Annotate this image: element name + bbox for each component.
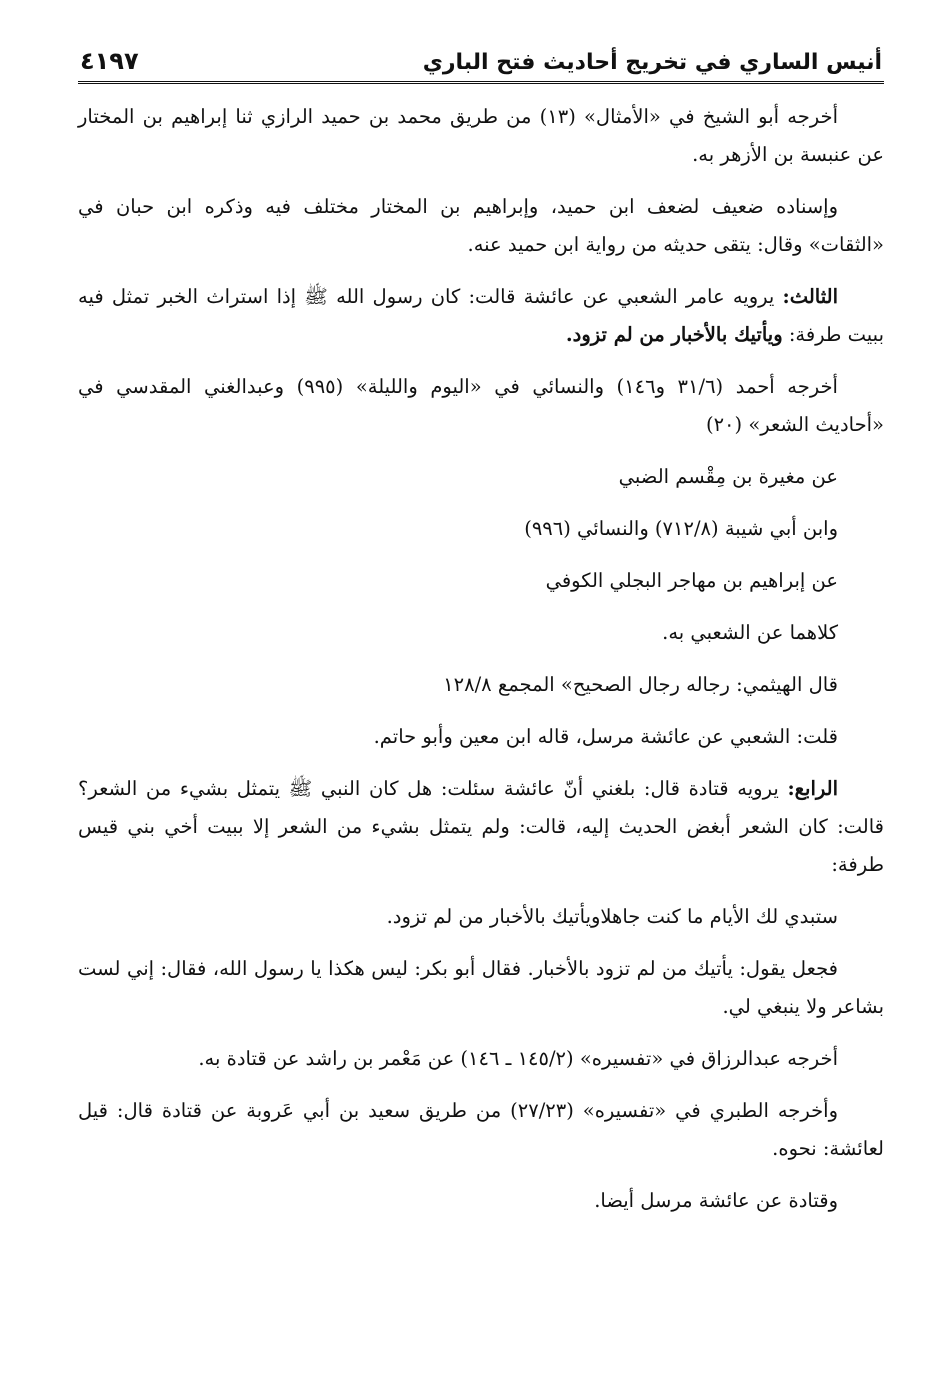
paragraph-qatada-mursal (78, 1182, 884, 1220)
page-number: ٤١٩٧ (80, 47, 139, 75)
paragraph-text: وأخرجه الطبري في «تفسيره» (٢٧/٢٣) من طريق سعيد بن أبي عَروبة عن قتادة قال: قيل لعائشة: نحوه. (78, 1099, 884, 1160)
paragraph-third-narration (78, 278, 884, 354)
running-title: أنيس الساري في تخريج أحاديث فتح الباري (422, 50, 882, 75)
paragraph-tabari (78, 1092, 884, 1168)
chain-line: عن مغيرة بن مِقْسم الضبي (618, 465, 838, 488)
paragraph-ahmad-takhrij (78, 368, 884, 444)
paragraph-text: يرويه قتادة قال: بلغني أنّ عائشة سئلت: هل كان النبي ﷺ يتمثل بشيء من الشعر؟ قالت: كان الشعر أبغض الحديث إليه، قالت: ولم يتمثل بشيء من الشعر إلا ببيت أخي بني قيس طرفة: (78, 777, 884, 876)
running-header (78, 38, 884, 84)
chain-line: وابن أبي شيبة (٧١٢/٨) والنسائي (٩٩٦) (524, 517, 838, 540)
paragraph-text: أخرجه أحمد (٣١/٦ و١٤٦) والنسائي في «اليوم والليلة» (٩٩٥) وعبدالغني المقدسي في «أحاديث الشعر» (٢٠) (78, 375, 884, 436)
chain-line: عن إبراهيم بن مهاجر البجلي الكوفي (545, 569, 838, 592)
paragraph-text: يرويه عامر الشعبي عن عائشة قالت: كان رسول الله ﷺ إذا استراث الخبر تمثل فيه ببيت طرفة: (78, 285, 884, 346)
paragraph-abdulrazzaq (78, 1040, 884, 1078)
chain-line: كلاهما عن الشعبي به. (662, 621, 838, 644)
document-page (78, 38, 884, 1345)
paragraph-text: وإسناده ضعيف لضعف ابن حميد، وإبراهيم بن المختار مختلف فيه وذكره ابن حبان في «الثقات» وقال: يتقى حديثه من رواية ابن حميد عنه. (78, 195, 884, 256)
paragraph-abu-bakr (78, 950, 884, 1026)
chain-line: قلت: الشعبي عن عائشة مرسل، قاله ابن معين وأبو حاتم. (373, 725, 838, 748)
paragraph-text: أخرجه أبو الشيخ في «الأمثال» (١٣) من طريق محمد بن حميد الرازي ثنا إبراهيم بن المختار عن عنبسة بن الأزهر به. (78, 105, 884, 166)
section-label-fourth: الرابع: (787, 777, 838, 800)
paragraph-text: فجعل يقول: يأتيك من لم تزود بالأخبار. فقال أبو بكر: ليس هكذا يا رسول الله، فقال: إني لست بشاعر ولا ينبغي لي. (78, 957, 884, 1018)
paragraph-abu-al-shaykh (78, 98, 884, 174)
verse-line: ستبدي لك الأيام ما كنت جاهلاويأتيك بالأخبار من لم تزود. (386, 905, 838, 928)
chain-line: قال الهيثمي: رجاله رجال الصحيح» المجمع ١٢٨/٨ (443, 673, 838, 696)
paragraph-text: وقتادة عن عائشة مرسل أيضا. (594, 1189, 838, 1212)
verse-quote: ويأتيك بالأخبار من لم تزود. (565, 323, 783, 346)
paragraph-fourth-narration (78, 770, 884, 884)
paragraph-isnad-weak (78, 188, 884, 264)
paragraph-text: أخرجه عبدالرزاق في «تفسيره» (١٤٥/٢ ـ ١٤٦) عن مَعْمر بن راشد عن قتادة به. (198, 1047, 838, 1070)
body-text (78, 98, 884, 1220)
section-label-third: الثالث: (782, 285, 838, 308)
